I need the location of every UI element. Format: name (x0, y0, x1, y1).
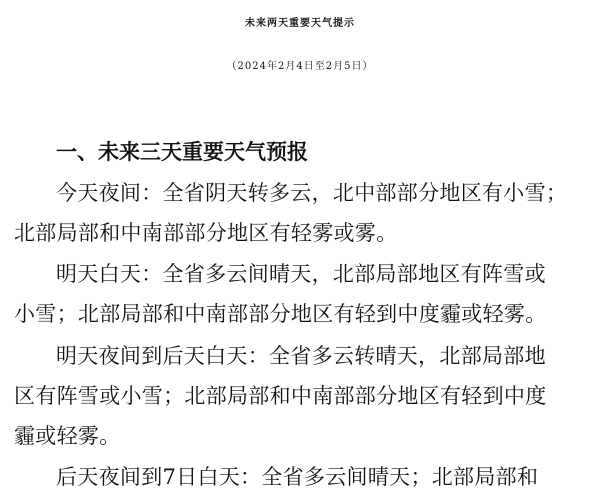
paragraph-tomorrow-night-line-2: 区有阵雪或小雪；北部局部和中南部部分地区有轻到中度 (14, 384, 547, 408)
section-heading: 一、未来三天重要天气预报 (56, 140, 308, 164)
document-title: 未来两天重要天气提示 (245, 18, 355, 29)
paragraph-tomorrow-night-line-3: 霾或轻雾。 (14, 424, 121, 448)
paragraph-tomorrow-day-line-1: 明天白天：全省多云间晴天，北部局部地区有阵雪或 (56, 262, 546, 286)
paragraph-tonight-line-2: 北部局部和中南部部分地区有轻雾或雾。 (14, 221, 398, 245)
paragraph-tomorrow-day-line-2: 小雪；北部局部和中南部部分地区有轻到中度霾或轻雾。 (14, 302, 547, 326)
paragraph-tomorrow-night-line-1: 明天夜间到后天白天：全省多云转晴天，北部局部地 (56, 344, 546, 368)
date-range-subtitle: （2024年2月4日至2月5日） (226, 61, 374, 72)
paragraph-tonight-line-1: 今天夜间：全省阴天转多云，北中部部分地区有小雪； (56, 181, 568, 205)
paragraph-day-after-line-1: 后天夜间到7日白天：全省多云间晴天；北部局部和 (56, 465, 539, 489)
